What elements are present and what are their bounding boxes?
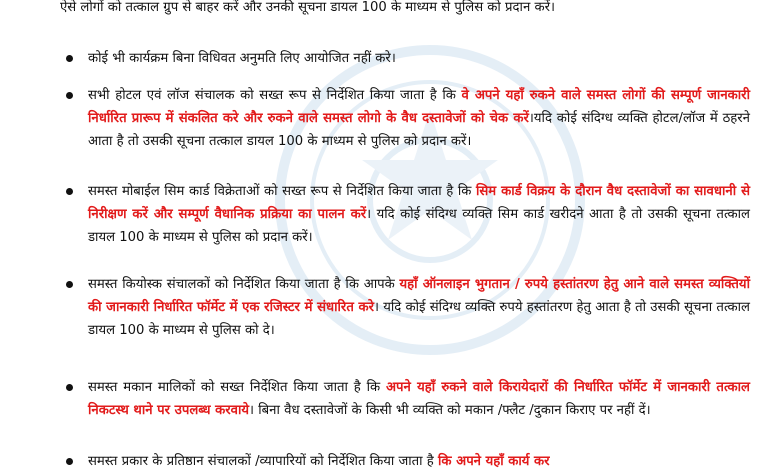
instruction-text: समस्त प्रकार के प्रतिष्ठान संचालकों /व्यापारियों को निर्देशित किया जाता है [88, 454, 438, 469]
instruction-text: समस्त कियोस्क संचालकों को निर्देशित किया जाता है कि आपके [88, 277, 400, 292]
event-permission-text [60, 47, 750, 70]
highlighted-instruction: कि अपने यहाँ कार्य कर [437, 454, 550, 469]
instruction-text: कोई भी कार्यक्रम बिना विधिवत अनुमति लिए आयोजित नहीं करे। [88, 51, 396, 66]
instruction-text: समस्त मोबाईल सिम कार्ड विक्रेताओं को सख्त रूप से निर्देशित किया जाता है कि [88, 184, 476, 199]
instruction-text: । यदि कोई संदिग्ध व्यक्ति सिम कार्ड खरीदने आता है तो उसकी सूचना तत्काल डायल 100 के माध्यम से पुलिस को प्रदान करें। [88, 207, 750, 245]
continuation-text [60, 0, 722, 19]
highlighted-instruction: यहाँ ऑनलाइन भुगतान / रुपये हस्तांतरण हेतु आने वाले समस्त व्यक्तियों की जानकारी निर्धारित फॉर्मेट में एक रजिस्टर में संधारित करे [88, 277, 750, 315]
hotel-lodge-text [60, 84, 750, 153]
instruction-text: । बिना वैध दस्तावेजों के किसी भी व्यक्ति को मकान /फ्लैट /दुकान किराए पर नहीं दें। [249, 403, 651, 418]
highlighted-instruction: वे अपने यहाँ रुकने वाले समस्त लोगों की सम्पूर्ण जानकारी निर्धारित प्रारूप में संकलित करे और रुकने वाले समस्त लोगो के वैध दस्तावेजों को चेक करें [88, 88, 750, 126]
instruction-text: ।यदि कोई संदिग्ध व्यक्ति होटल/लॉज में ठहरने आता है तो उसकी सूचना तत्काल डायल 100 के माध्यम से पुलिस को प्रदान करें। [88, 111, 750, 149]
kiosk-text [60, 273, 750, 342]
instruction-text: समस्त मकान मालिकों को सख्त निर्देशित किया जाता है कि [88, 380, 386, 395]
instruction-text: । यदि कोई संदिग्ध व्यक्ति रुपये हस्तांतरण हेतु आता है तो उसकी सूचना तत्काल डायल 100 के माध्यम से पुलिस को दे। [88, 300, 750, 338]
highlighted-instruction: सिम कार्ड विक्रय के दौरान वैध दस्तावेजों का सावधानी से निरीक्षण करें और सम्पूर्ण वैधानिक प्रक्रिया का पालन करें [88, 184, 750, 222]
landlords-text [60, 376, 750, 422]
instruction-text: सभी होटल एवं लॉज संचालक को सख्त रूप से निर्देशित किया जाता है कि [88, 88, 462, 103]
sim-sellers-text [60, 180, 750, 249]
instruction-text: ऐसे लोगों को तत्काल ग्रुप से बाहर करें और उनकी सूचना डायल 100 के माध्यम से पुलिस को प्रदान करें। [60, 0, 555, 15]
highlighted-instruction: अपने यहाँ रुकने वाले किरायेदारों की निर्धारित फॉर्मेट में जानकारी तत्काल निकटस्थ थाने पर उपलब्ध करवाये [88, 380, 750, 418]
